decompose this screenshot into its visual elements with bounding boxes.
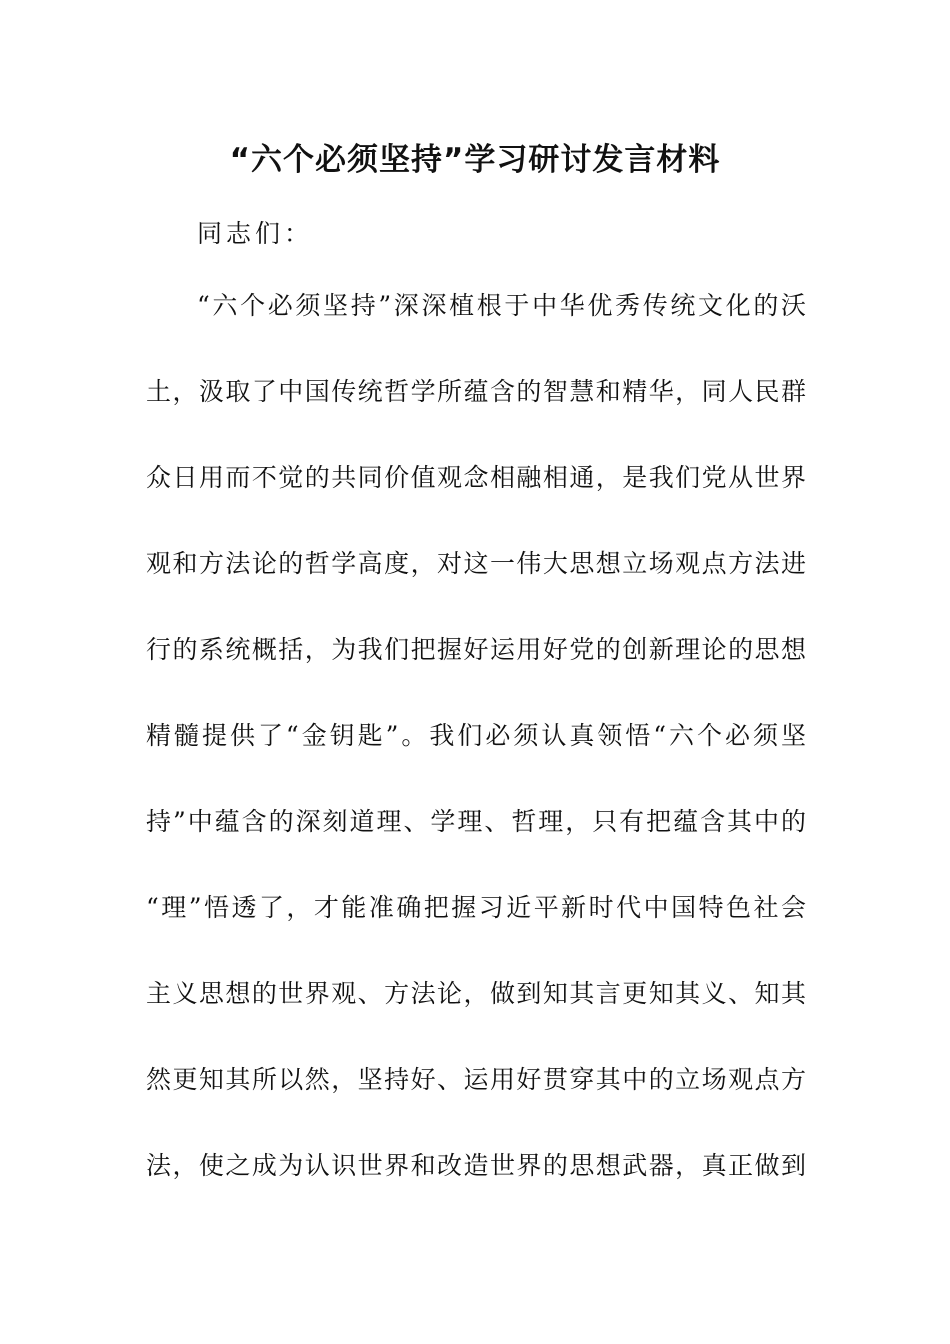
paragraph-line: 持”中蕴含的深刻道理、学理、哲理，只有把蕴含其中的 xyxy=(146,807,806,836)
paragraph-line: 然更知其所以然，坚持好、运用好贯穿其中的立场观点方 xyxy=(146,1065,806,1094)
paragraph-line: 行的系统概括，为我们把握好运用好党的创新理论的思想 xyxy=(146,635,806,664)
paragraph-line: 法，使之成为认识世界和改造世界的思想武器，真正做到 xyxy=(146,1151,806,1180)
paragraph-line: 观和方法论的哲学高度，对这一伟大思想立场观点方法进 xyxy=(146,549,806,578)
paragraph-line: 主义思想的世界观、方法论，做到知其言更知其义、知其 xyxy=(146,979,806,1008)
paragraph-line: 众日用而不觉的共同价值观念相融相通，是我们党从世界 xyxy=(146,463,806,492)
paragraph-line: 精髓提供了“金钥匙”。我们必须认真领悟“六个必须坚 xyxy=(146,721,806,750)
paragraph-line: 土，汲取了中国传统哲学所蕴含的智慧和精华，同人民群 xyxy=(146,377,806,406)
salutation: 同志们： xyxy=(197,219,314,248)
document-title: “六个必须坚持”学习研讨发言材料 xyxy=(229,142,721,178)
paragraph-line: “六个必须坚持”深深植根于中华优秀传统文化的沃 xyxy=(197,291,806,320)
paragraph-line: “理”悟透了，才能准确把握习近平新时代中国特色社会 xyxy=(146,893,806,922)
